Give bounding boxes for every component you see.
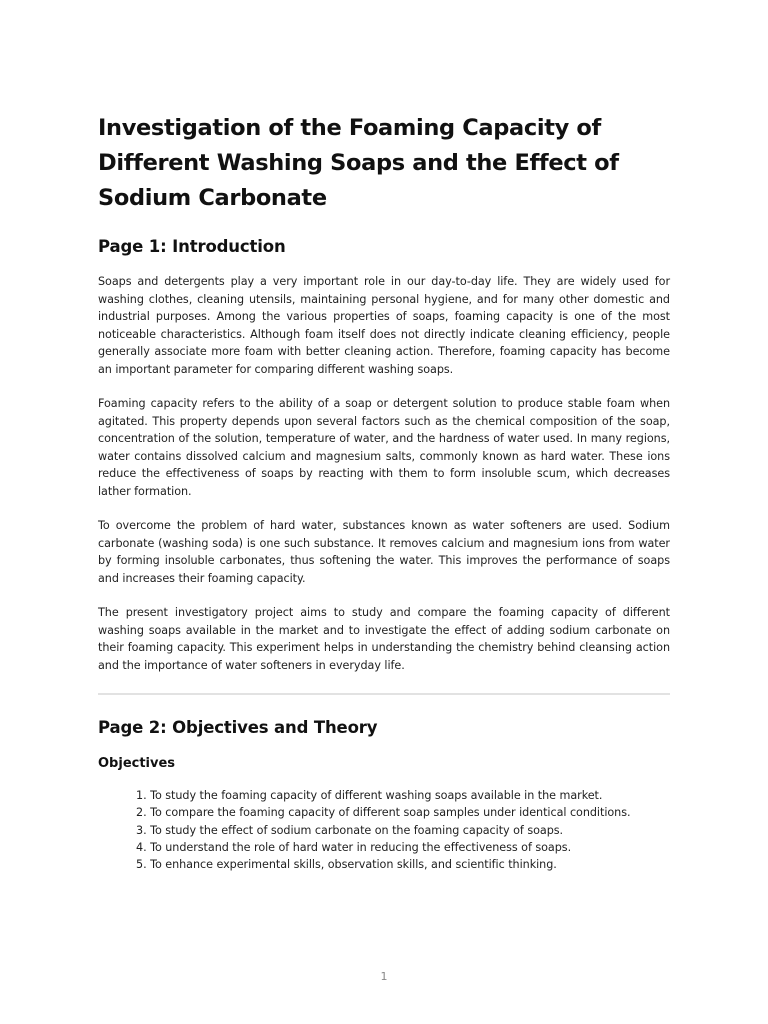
- document-page: [98, 0, 670, 873]
- list-item: 3. To study the effect of sodium carbonate on the foaming capacity of soaps.: [136, 823, 564, 837]
- intro-paragraph: The present investigatory project aims to study and compare the foaming capacity of different washing soaps available in the market and to investigate the effect of adding sodium carbonate on their foaming capacity. This experiment helps in understanding the chemistry behind cleansing action and the importance of water softeners in everyday life.: [98, 606, 670, 672]
- section-heading-introduction: Page 1: Introduction: [98, 237, 286, 256]
- subheading-objectives: Objectives: [98, 756, 176, 771]
- objectives-list: [98, 787, 670, 873]
- intro-paragraph: Soaps and detergents play a very important role in our day-to-day life. They are widely used for washing clothes, cleaning utensils, maintaining personal hygiene, and for many other domestic and industrial purposes. Among the various properties of soaps, foaming capacity is one of the most noticeable characteristics. Although foam itself does not directly indicate cleaning efficiency, people generally associate more foam with better cleaning action. Therefore, foaming capacity has become an important parameter for comparing different washing soaps.: [98, 275, 670, 376]
- list-item: 1. To study the foaming capacity of different washing soaps available in the market.: [136, 789, 603, 802]
- list-item: 2. To compare the foaming capacity of different soap samples under identical conditions.: [136, 806, 631, 820]
- list-item: 4. To understand the role of hard water in reducing the effectiveness of soaps.: [136, 840, 572, 854]
- list-item: 5. To enhance experimental skills, observation skills, and scientific thinking.: [136, 858, 557, 872]
- document-title: Investigation of the Foaming Capacity of Different Washing Soaps and the Effect of Sodium Carbonate: [98, 115, 619, 211]
- section-heading-objectives-theory: Page 2: Objectives and Theory: [98, 718, 378, 737]
- section-divider: [98, 693, 670, 695]
- intro-paragraph: To overcome the problem of hard water, substances known as water softeners are used. Sodium carbonate (washing soda) is one such substance. It removes calcium and magnesium ions from water by forming insoluble carbonates, thus softening the water. This improves the performance of soaps and increases their foaming capacity.: [98, 519, 670, 585]
- page-number: 1: [380, 970, 388, 983]
- intro-paragraph: Foaming capacity refers to the ability of a soap or detergent solution to produce stable foam when agitated. This property depends upon several factors such as the chemical composition of the soap, concentration of the solution, temperature of water, and the hardness of water used. In many regions, water contains dissolved calcium and magnesium salts, commonly known as hard water. These ions reduce the effectiveness of soaps by reacting with them to form insoluble scum, which decreases lather formation.: [98, 397, 670, 498]
